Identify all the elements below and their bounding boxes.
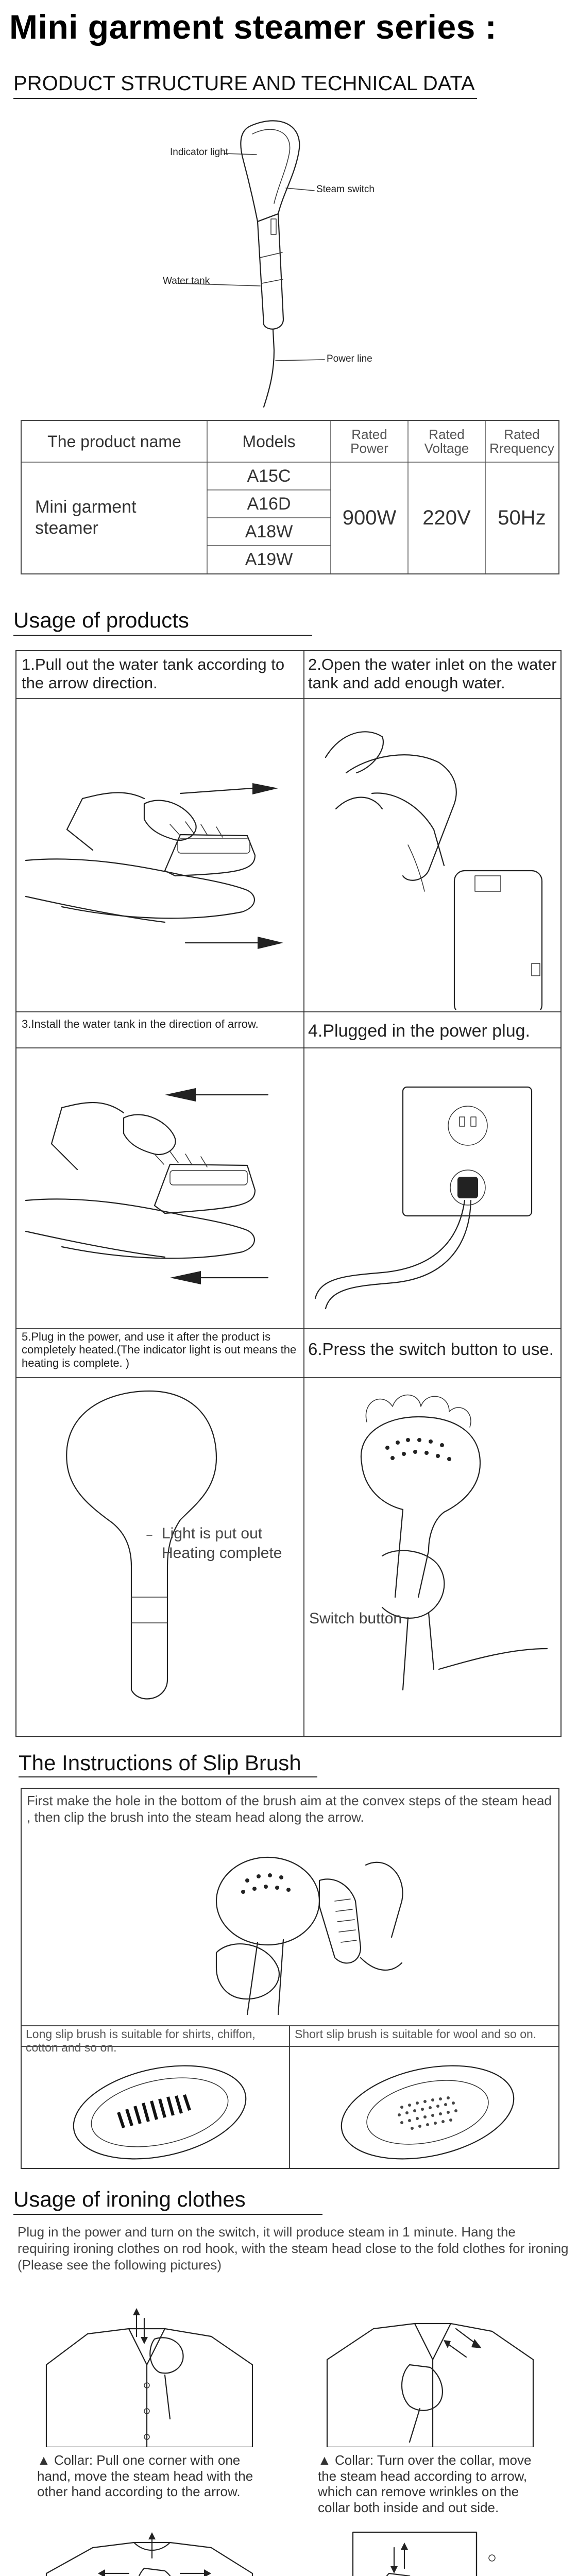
step-1-caption: 1.Pull out the water tank according to the arrow direction. <box>22 655 285 692</box>
header-product-name: The product name <box>47 432 181 451</box>
water-tank-label: Water tank <box>163 276 210 286</box>
usage-heading-underline <box>13 635 312 636</box>
spec-table <box>21 420 559 574</box>
step-3-illustration <box>21 1051 303 1319</box>
header-rated-voltage: Rated Voltage <box>424 426 469 456</box>
structure-heading: PRODUCT STRUCTURE AND TECHNICAL DATA <box>13 72 475 95</box>
header-models: Models <box>242 432 296 451</box>
step-4-illustration <box>305 1051 560 1319</box>
ironing-collar-back-illustration <box>41 2527 258 2576</box>
short-slip-brush-illustration <box>330 2056 525 2169</box>
power-line-label: Power line <box>327 353 372 364</box>
slip-brush-illustration <box>196 1844 412 2020</box>
switch-button-label: Switch button <box>309 1610 402 1627</box>
ironing-intro: Plug in the power and turn on the switch, it will produce steam in 1 minute. Hang the requiring ironing clothes on rod hook, with the steam head close to the fold clothes for ironing (Please see the following pictures) <box>18 2224 569 2273</box>
model-cell: A19W <box>245 549 293 569</box>
ironing-heading-underline <box>13 2214 322 2215</box>
tip-collar-2: ▲ Collar: Turn over the collar, move the steam head according to arrow, which can remove wrinkles on the collar both inside and out side. <box>318 2452 532 2516</box>
ironing-heading: Usage of ironing clothes <box>13 2187 246 2211</box>
step-2-illustration <box>305 701 560 1010</box>
frequency-cell: 50Hz <box>498 506 546 529</box>
structure-heading-underline <box>13 98 477 99</box>
ironing-cuff-illustration <box>322 2527 538 2576</box>
slip-brush-heading: The Instructions of Slip Brush <box>19 1751 301 1775</box>
long-slip-brush-caption: Long slip brush is suitable for shirts, chiffon, cotton and so on. <box>26 2027 256 2055</box>
heating-complete-label: Heating complete <box>162 1545 282 1562</box>
model-cell: A16D <box>247 494 291 514</box>
slip-brush-intro: First make the hole in the bottom of the brush aim at the convex steps of the steam head , then clip the brush into the steam head along the arrow. <box>27 1793 552 1825</box>
voltage-cell: 220V <box>422 506 471 529</box>
light-put-out-label: Light is put out <box>162 1525 263 1542</box>
ironing-collar-1-illustration <box>41 2308 258 2447</box>
step-6-illustration <box>305 1381 560 1731</box>
step-2-caption: 2.Open the water inlet on the water tank and add enough water. <box>308 655 557 692</box>
step-1-illustration <box>21 701 303 1010</box>
model-cell: A18W <box>245 521 293 541</box>
header-rated-power: Rated Power <box>350 426 388 456</box>
step-3-caption: 3.Install the water tank in the direction of arrow. <box>22 1018 259 1030</box>
step-4-caption: 4.Plugged in the power plug. <box>308 1021 530 1041</box>
long-slip-brush-illustration <box>62 2056 258 2169</box>
steam-switch-label: Steam switch <box>316 184 375 195</box>
power-cell: 900W <box>342 506 397 529</box>
slip-brush-heading-underline <box>19 1776 317 1777</box>
step-5-caption: 5.Plug in the power, and use it after the product is completely heated.(The indicator light is out means the heating is complete. ) <box>22 1330 297 1369</box>
model-cell: A15C <box>247 466 291 486</box>
page-title: Mini garment steamer series : <box>9 8 497 46</box>
product-name-cell: Mini garment steamer <box>35 497 137 538</box>
usage-heading: Usage of products <box>13 608 189 632</box>
header-rated-frequency: Rated Rrequency <box>489 426 554 456</box>
spec-table-grid <box>22 421 558 573</box>
short-slip-brush-caption: Short slip brush is suitable for wool and so on. <box>295 2027 537 2041</box>
indicator-light-label: Indicator light <box>170 147 229 158</box>
step-6-caption: 6.Press the switch button to use. <box>308 1340 554 1359</box>
tip-collar-1: ▲ Collar: Pull one corner with one hand, move the steam head with the other hand according to the arrow. <box>37 2452 253 2500</box>
ironing-collar-2-illustration <box>322 2308 538 2447</box>
